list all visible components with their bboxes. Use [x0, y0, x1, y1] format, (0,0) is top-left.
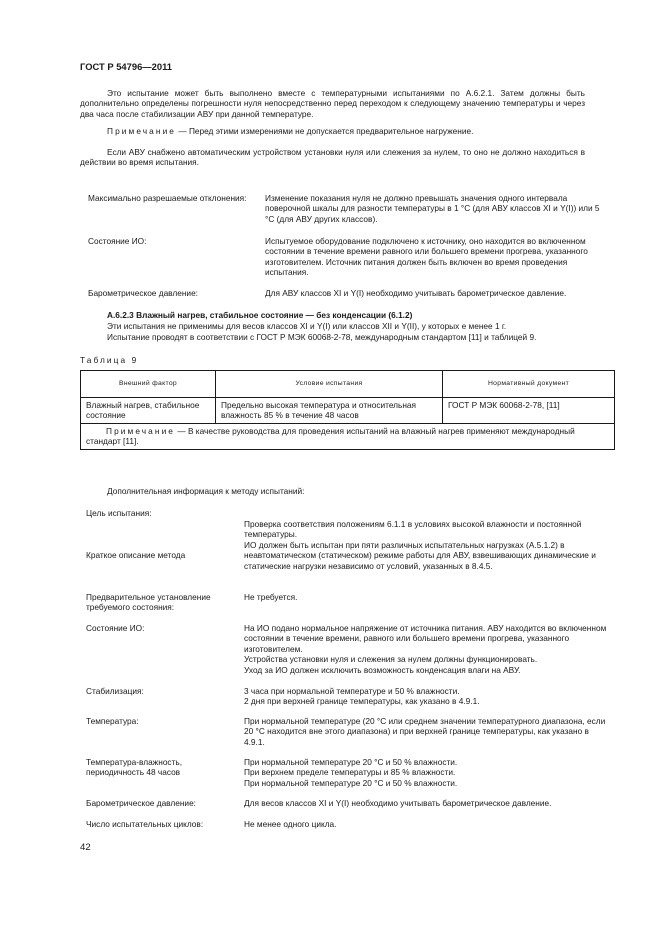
- param-value-method: Проверка соответствия положениям 6.1.1 в условиях высокой влажности и постоянной температуры. ИО должен быть испытан при пяти различных испытательных нагрузках (А.5.1.2) в неавтоматическом (статическом) режиме работы для АВУ, взвешивающих динамические и статические нагрузки независимо от условий, указанных в 8.4.5.: [244, 519, 596, 571]
- document-header: ГОСТ Р 54796—2011: [80, 61, 172, 72]
- param-value-eut-state-2: На ИО подано нормальное напряжение от источника питания. АВУ находится во включенном состоянии в течение времени, равного или большего времени прогрева, указанного изготовителем. Устройства установки нуля и слежения за нулем должны функционировать. Уход за ИО должен исключить возможность конденсация влаги на АВУ.: [244, 623, 607, 675]
- param-label-eut-state-2: Состояние ИО:: [86, 623, 145, 633]
- param-label-preconditioning: Предварительное установление требуемого состояния:: [86, 592, 211, 613]
- table-note: [81, 424, 615, 450]
- param-label-method: Краткое описание метода: [86, 550, 186, 560]
- section-number: А.6.2.3: [107, 310, 134, 320]
- intro-note: [80, 126, 585, 136]
- intro-paragraph-2: Если АВУ снабжено автоматическим устройством установки нуля или слежения за нулем, то оно не должно находиться в действии во время испытания.: [80, 147, 585, 168]
- table-cell-factor: Влажный нагрев, стабильное состояние: [81, 398, 216, 424]
- param-value-eut-state: Испытуемое оборудование подключено к источнику, оно находится во включенном состоянии в течение времени равного или большего времени прогрева, указанного изготовителем. Источник питания должен быть включен во время проведения испытания.: [265, 236, 588, 278]
- section-heading: [107, 310, 412, 320]
- section-line-2: Испытание проводят в соответствии с ГОСТ Р МЭК 60068-2-78, международным стандартом [11] и таблицей 9.: [107, 332, 537, 342]
- table-9: [80, 370, 615, 450]
- param-label-max-deviation: Максимально разрешаемые отклонения:: [88, 193, 247, 203]
- intro-paragraph-1: Это испытание может быть выполнено вместе с температурными испытаниями по А.6.2.1. Затем должны быть дополнительно определены погрешности нуля непосредственно перед переходом к следующему значению температуры и через два часа после стабилизации АВУ при данной температуре.: [80, 88, 585, 119]
- param-label-pressure-2: Барометрическое давление:: [86, 798, 196, 808]
- note-label: Примечание: [107, 126, 177, 136]
- param-label-pressure: Барометрическое давление:: [88, 288, 198, 298]
- param-label-temperature: Температура:: [86, 716, 139, 726]
- table-note-label: Примечание: [106, 426, 176, 436]
- extra-info-intro: Дополнительная информация к методу испытаний:: [107, 486, 305, 496]
- table-note-text: — В качестве руководства для проведения испытаний на влажный нагрев применяют международный стандарт [11].: [86, 426, 575, 447]
- section-line-1: Эти испытания не применимы для весов классов XI и Y(I) или классов XII и Y(II), у которых e менее 1 г.: [107, 321, 507, 331]
- param-label-eut-state: Состояние ИО:: [88, 236, 147, 246]
- param-label-stabilization: Стабилизация:: [86, 686, 144, 696]
- table-header-document: Нормативный документ: [443, 371, 615, 398]
- note-text: — Перед этими измерениями не допускается предварительное нагружение.: [176, 126, 474, 136]
- param-value-pressure-2: Для весов классов XI и Y(I) необходимо учитывать барометрическое давление.: [244, 798, 552, 808]
- param-value-cycles: Не менее одного цикла.: [244, 819, 337, 829]
- param-value-pressure: Для АВУ классов XI и Y(I) необходимо учитывать барометрическое давление.: [265, 288, 567, 298]
- table-header-factor: Внешний фактор: [81, 371, 216, 398]
- table-cell-document: ГОСТ Р МЭК 60068-2-78, [11]: [443, 398, 615, 424]
- param-value-temperature: При нормальной температуре (20 °С или среднем значении температурного диапазона, если 20 °С находится вне этого диапазона) и при верхней границе температуры, как указано в 4.9.1.: [244, 716, 606, 747]
- param-label-temp-humidity: Температура-влажность, периодичность 48 часов: [86, 757, 183, 778]
- section-title: Влажный нагрев, стабильное состояние — без конденсации (6.1.2): [133, 310, 413, 320]
- param-value-preconditioning: Не требуется.: [244, 592, 298, 602]
- param-value-max-deviation: Изменение показания нуля не должно превышать значения одного интервала поверочной шкалы для разности температуры в 1 °С (для АВУ классов XI и Y(I)) или 5 °С (для АВУ других классов).: [265, 193, 600, 224]
- table-caption: Таблица 9: [80, 355, 139, 365]
- param-value-stabilization: 3 часа при нормальной температуре и 50 % влажности. 2 дня при верхней границе температуры, как указано в 4.9.1.: [244, 686, 480, 707]
- param-value-temp-humidity: При нормальной температуре 20 °С и 50 % влажности. При верхнем пределе температуры и 85 % влажности. При нормальной температуре 20 °С и 50 % влажности.: [244, 757, 458, 788]
- table-cell-condition: Предельно высокая температура и относительная влажность 85 % в течение 48 часов: [216, 398, 443, 424]
- param-label-purpose: Цель испытания:: [86, 508, 152, 518]
- page-number: 42: [80, 842, 91, 853]
- table-header-condition: Условие испытания: [216, 371, 443, 398]
- param-label-cycles: Число испытательных циклов:: [86, 819, 204, 829]
